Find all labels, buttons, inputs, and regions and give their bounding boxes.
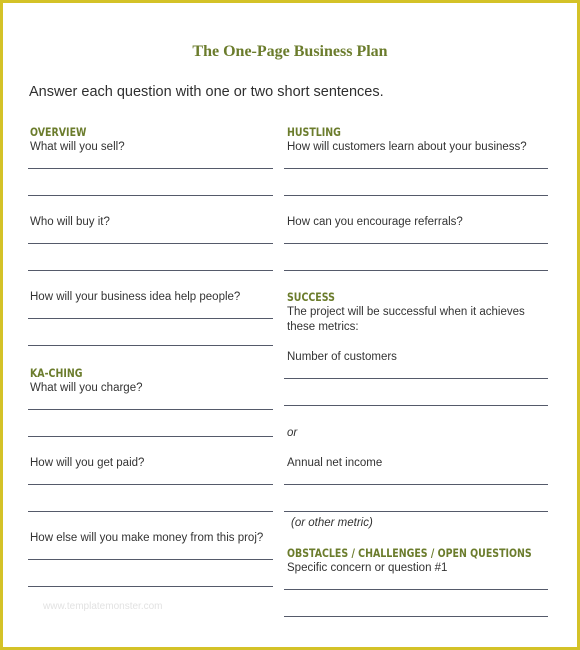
answer-line[interactable] (28, 559, 273, 560)
answer-line[interactable] (284, 511, 548, 512)
question-charge: What will you charge? (30, 382, 143, 394)
answer-line[interactable] (284, 195, 548, 196)
answer-line[interactable] (28, 243, 273, 244)
answer-line[interactable] (28, 270, 273, 271)
answer-line[interactable] (28, 586, 273, 587)
answer-line[interactable] (284, 484, 548, 485)
answer-line[interactable] (28, 511, 273, 512)
concern-1: Specific concern or question #1 (287, 562, 448, 574)
kaching-heading: KA-CHING (30, 366, 83, 380)
answer-line[interactable] (28, 318, 273, 319)
question-buy: Who will buy it? (30, 216, 110, 228)
page-title: The One-Page Business Plan (192, 43, 388, 60)
question-referrals: How can you encourage referrals? (287, 216, 463, 228)
obstacles-heading: OBSTACLES / CHALLENGES / OPEN QUESTIONS (287, 546, 532, 560)
question-sell: What will you sell? (30, 141, 125, 153)
hustling-heading: HUSTLING (287, 125, 341, 139)
answer-line[interactable] (28, 345, 273, 346)
question-learn: How will customers learn about your business? (287, 141, 527, 153)
overview-heading: OVERVIEW (30, 125, 87, 139)
instructions: Answer each question with one or two short sentences. (29, 84, 384, 100)
question-else: How else will you make money from this proj? (30, 532, 264, 544)
answer-line[interactable] (284, 589, 548, 590)
question-paid: How will you get paid? (30, 457, 145, 469)
metric-income: Annual net income (287, 457, 383, 469)
metric-customers: Number of customers (287, 351, 397, 363)
answer-line[interactable] (284, 616, 548, 617)
answer-line[interactable] (284, 243, 548, 244)
other-metric-label: (or other metric) (291, 517, 373, 529)
answer-line[interactable] (28, 484, 273, 485)
question-help: How will your business idea help people? (30, 291, 241, 303)
answer-line[interactable] (284, 270, 548, 271)
answer-line[interactable] (28, 409, 273, 410)
or-label: or (287, 427, 298, 439)
success-heading: SUCCESS (287, 290, 335, 304)
answer-line[interactable] (284, 378, 548, 379)
answer-line[interactable] (284, 405, 548, 406)
answer-line[interactable] (28, 168, 273, 169)
answer-line[interactable] (28, 436, 273, 437)
success-description: The project will be successful when it achieves these metrics: (287, 306, 525, 333)
answer-line[interactable] (28, 195, 273, 196)
watermark: www.templatemonster.com (43, 601, 163, 612)
answer-line[interactable] (284, 168, 548, 169)
